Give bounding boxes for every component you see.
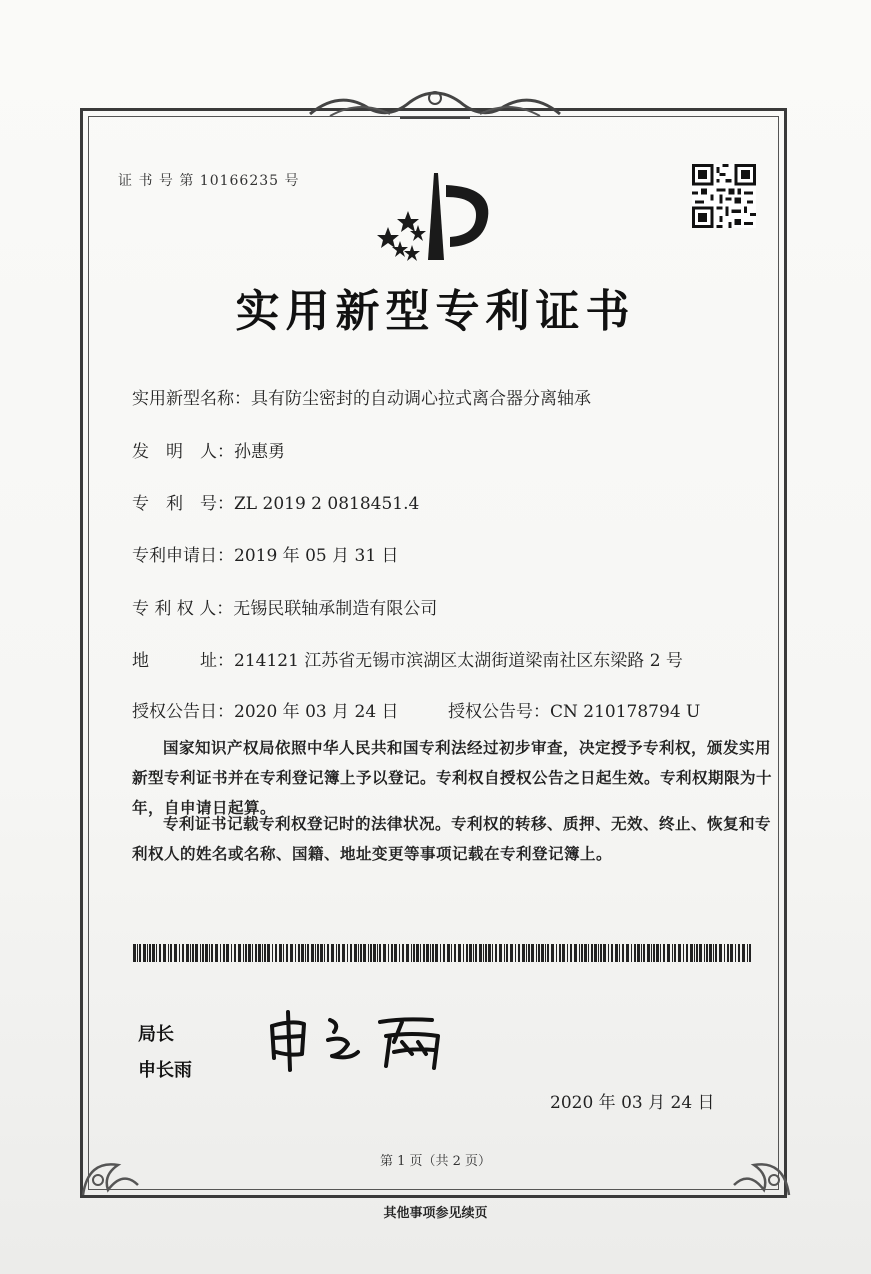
- director-name: 申长雨: [138, 1060, 192, 1081]
- field-inventor: [132, 437, 285, 462]
- patent-office-emblem: [372, 165, 500, 265]
- issue-date: 2020 年 03 月 24 日: [550, 1093, 715, 1113]
- certificate-title: 实用新型专利证书: [235, 286, 636, 337]
- body-paragraph: 专利证书记载专利权登记时的法律状况。专利权的转移、质押、无效、终止、恢复和专利权人的姓名或名称、国籍、地址变更等事项记载在专利登记簿上。: [132, 814, 772, 863]
- barcode: [133, 944, 753, 962]
- field-label: 专 利 号：: [132, 494, 234, 514]
- field-utility-model-name: [132, 384, 591, 409]
- footer-note: 其他事项参见续页: [383, 1206, 488, 1221]
- top-ornament: [300, 84, 570, 124]
- field-patentee: [132, 594, 437, 619]
- director-title: 局长: [138, 1024, 174, 1045]
- field-label: 专利申请日：: [132, 546, 234, 566]
- field-value: 2019 年 05 月 31 日: [234, 546, 399, 566]
- director-signature: [262, 1006, 462, 1076]
- field-label: 授权公告号：: [448, 702, 550, 722]
- field-label: 实用新型名称：: [132, 389, 251, 409]
- field-label: 地 址：: [132, 651, 234, 671]
- field-announcement-date: [132, 697, 399, 722]
- page-number: 第 1 页（共 2 页）: [379, 1154, 492, 1169]
- field-announcement-number: [448, 697, 700, 722]
- field-value: ZL 2019 2 0818451.4: [234, 494, 420, 514]
- field-value: 具有防尘密封的自动调心拉式离合器分离轴承: [251, 389, 591, 409]
- field-value: 214121 江苏省无锡市滨湖区太湖街道梁南社区东梁路 2 号: [234, 651, 683, 671]
- qr-code: [692, 164, 756, 228]
- field-value: CN 210178794 U: [550, 702, 701, 722]
- field-label: 授权公告日：: [132, 702, 234, 722]
- field-label: 专 利 权 人：: [132, 599, 234, 619]
- field-patent-number: [132, 489, 419, 514]
- field-address: [132, 646, 683, 671]
- field-value: 无锡民联轴承制造有限公司: [233, 599, 438, 619]
- field-value: 2020 年 03 月 24 日: [234, 702, 399, 722]
- body-paragraph: 国家知识产权局依照中华人民共和国专利法经过初步审查，决定授予专利权，颁发实用新型专利证书并在专利登记簿上予以登记。专利权自授权公告之日起生效。专利权期限为十年，自申请日起算。: [132, 738, 773, 817]
- field-value: 孙惠勇: [234, 442, 285, 462]
- field-label: 发 明 人：: [132, 442, 234, 462]
- certificate-number: 证 书 号 第 10166235 号: [118, 173, 300, 189]
- field-application-date: [132, 541, 399, 566]
